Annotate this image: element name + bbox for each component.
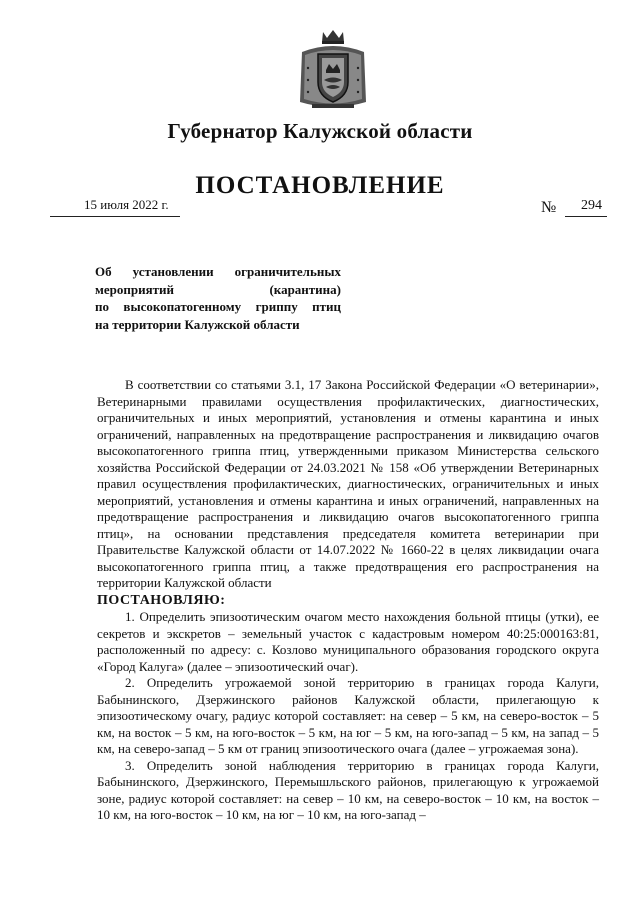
- date-underline: [50, 216, 180, 217]
- number-underline: [565, 216, 607, 217]
- document-type-title: ПОСТАНОВЛЕНИЕ: [195, 172, 445, 199]
- preamble-paragraph: В соответствии со статьями 3.1, 17 Закона Российской Федерации «О ветеринарии», Ветеринарными правилами осуществления профилактических, диагностических, ограничительных и иных мероприятий, установления и отмены карантина и иных ограничений, направленных на предотвращение распространения и ликвидацию очагов высокопатогенного гриппа птиц, утвержденными приказом Министерства сельского хозяйства Российской Федерации от 24.03.2021 № 158 «Об утверждении Ветеринарных правил осуществления профилактических, диагностических, ограничительных и иных мероприятий, установления и отмены карантина и иных ограничений, направленных на предотвращение распространения и ликвидацию очагов высокопатогенного гриппа птиц», на основании представления председателя комитета ветеринарии при Правительстве Калужской области от 14.07.2022 № 1660-22 в целях ликвидации очага высокопатогенного гриппа птиц, а также предотвращения его распространения на территории Калужской области: [97, 377, 599, 590]
- decree-item-1: 1. Определить эпизоотическим очагом место нахождения больной птицы (утки), ее секретов и экскретов – земельный участок с кадастровым номером 40:25:000163:81, расположенный по адресу: с. Козлово муниципального образования городского округа «Город Калуга» (далее – эпизоотический очаг).: [97, 609, 599, 674]
- document-number-label: №: [541, 199, 557, 216]
- document-number: 294: [581, 198, 602, 213]
- decree-word: ПОСТАНОВЛЯЮ:: [97, 592, 226, 608]
- subject-line: Об установлении ограничительных: [95, 264, 341, 279]
- subject-line: мероприятий (карантина): [95, 281, 341, 297]
- subject-line: по высокопатогенному гриппу птиц: [95, 299, 341, 315]
- kaluga-coat-of-arms-icon: [296, 28, 370, 112]
- decree-item-2: 2. Определить угрожаемой зоной территорию в границах города Калуги, Бабынинского, Дзержинского районов Калужской области, прилегающую к эпизоотическому очагу, радиус которой составляет: на север – 5 км, на северо-восток – 5 км, на восток – 5 км, на юго-восток – 5 км, на юг – 5 км, на юго-запад – 5 км, на запад – 5 км, на северо-запад – 5 км от границ эпизоотического очага (далее – угрожаемая зона).: [97, 675, 599, 756]
- decree-item-3: 3. Определить зоной наблюдения территорию в границах города Калуги, Бабынинского, Дзержинского, Перемышльского районов, прилегающую к угрожаемой зоне, радиус которой составляет: на север – 10 км, на северо-восток – 10 км, на восток – 10 км, на юго-восток – 10 км, на юг – 10 км, на юго-запад –: [97, 757, 599, 822]
- document-body: [97, 377, 599, 824]
- document-subject: [95, 263, 341, 333]
- document-date: 15 июля 2022 г.: [84, 197, 169, 212]
- issuing-authority: Губернатор Калужской области: [167, 119, 473, 143]
- subject-line: на территории Калужской области: [95, 316, 300, 332]
